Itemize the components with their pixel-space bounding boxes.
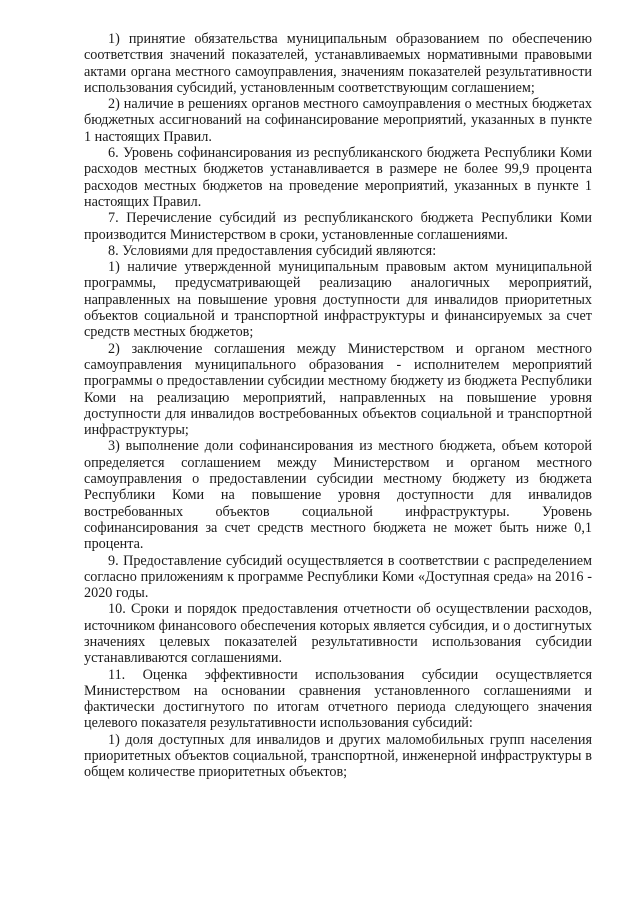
paragraph-obligation: 1) принятие обязательства муниципальным образованием по обеспечению соответствия значений показателей, устанавливаемых нормативными правовыми актами органа местного самоуправления, значениям показателей результативности использования субсидий, установленным соответствующим соглашением; (84, 31, 592, 96)
paragraph-item-9: 9. Предоставление субсидий осуществляется в соответствии с распределением согласно приложениям к программе Республики Коми «Доступная среда» на 2016 - 2020 годы. (84, 552, 592, 602)
paragraph-item-8: 8. Условиями для предоставления субсидий являются: (108, 242, 437, 259)
paragraph-item-10: 10. Сроки и порядок предоставления отчетности об осуществлении расходов, источником финансового обеспечения которых является субсидия, и о достигнутых значениях целевых показателей результативности использования субсидии устанавливаются соглашениями. (84, 601, 592, 667)
paragraph-item-11: 11. Оценка эффективности использования субсидии осуществляется Министерством на основании сравнения установленного соглашениями и фактически достигнутого по итогам отчетного периода следующего значения целевого показателя результативности использования субсидий: (84, 666, 592, 732)
paragraph-indicator-1: 1) доля доступных для инвалидов и других маломобильных групп населения приоритетных объектов социальной, транспортной, инженерной инфраструктуры в общем количестве приоритетных объектов; (84, 731, 592, 781)
paragraph-item-6: 6. Уровень софинансирования из республиканского бюджета Республики Коми расходов местных бюджетов устанавливается в размере не более 99,9 процента расходов местных бюджетов на проведение мероприятий, указанных в пункте 1 настоящих Правил. (84, 145, 592, 210)
document-body (84, 31, 592, 781)
paragraph-condition-1: 1) наличие утвержденной муниципальным правовым актом муниципальной программы, предусматривающей реализацию аналогичных мероприятий, направленных на повышение уровня доступности для инвалидов приоритетных объектов социальной и транспортной инфраструктуры и финансируемых за счет средств местных бюджетов; (84, 259, 592, 341)
paragraph-condition-3: 3) выполнение доли софинансирования из местного бюджета, объем которой определяется соглашением между Министерством и органом местного самоуправления о предоставлении субсидии местному бюджету из бюджета Республики Коми на повышение уровня доступности для инвалидов востребованных объектов социальной инфраструктуры. Уровень софинансирования за счет средств местного бюджета не может быть ниже 0,1 процента. (84, 438, 592, 553)
paragraph-item-7: 7. Перечисление субсидий из республиканского бюджета Республики Коми производится Министерством в сроки, установленные соглашениями. (84, 210, 592, 243)
paragraph-budget-allocations: 2) наличие в решениях органов местного самоуправления о местных бюджетах бюджетных ассигнований на софинансирование мероприятий, указанных в пункте 1 настоящих Правил. (84, 96, 592, 145)
paragraph-condition-2: 2) заключение соглашения между Министерством и органом местного самоуправления муниципального образования - исполнителем мероприятий программы о предоставлении субсидии местному бюджету из бюджета Республики Коми на реализацию мероприятий, направленных на повышение уровня доступности для инвалидов востребованных объектов социальной и транспортной инфраструктуры; (84, 340, 592, 439)
